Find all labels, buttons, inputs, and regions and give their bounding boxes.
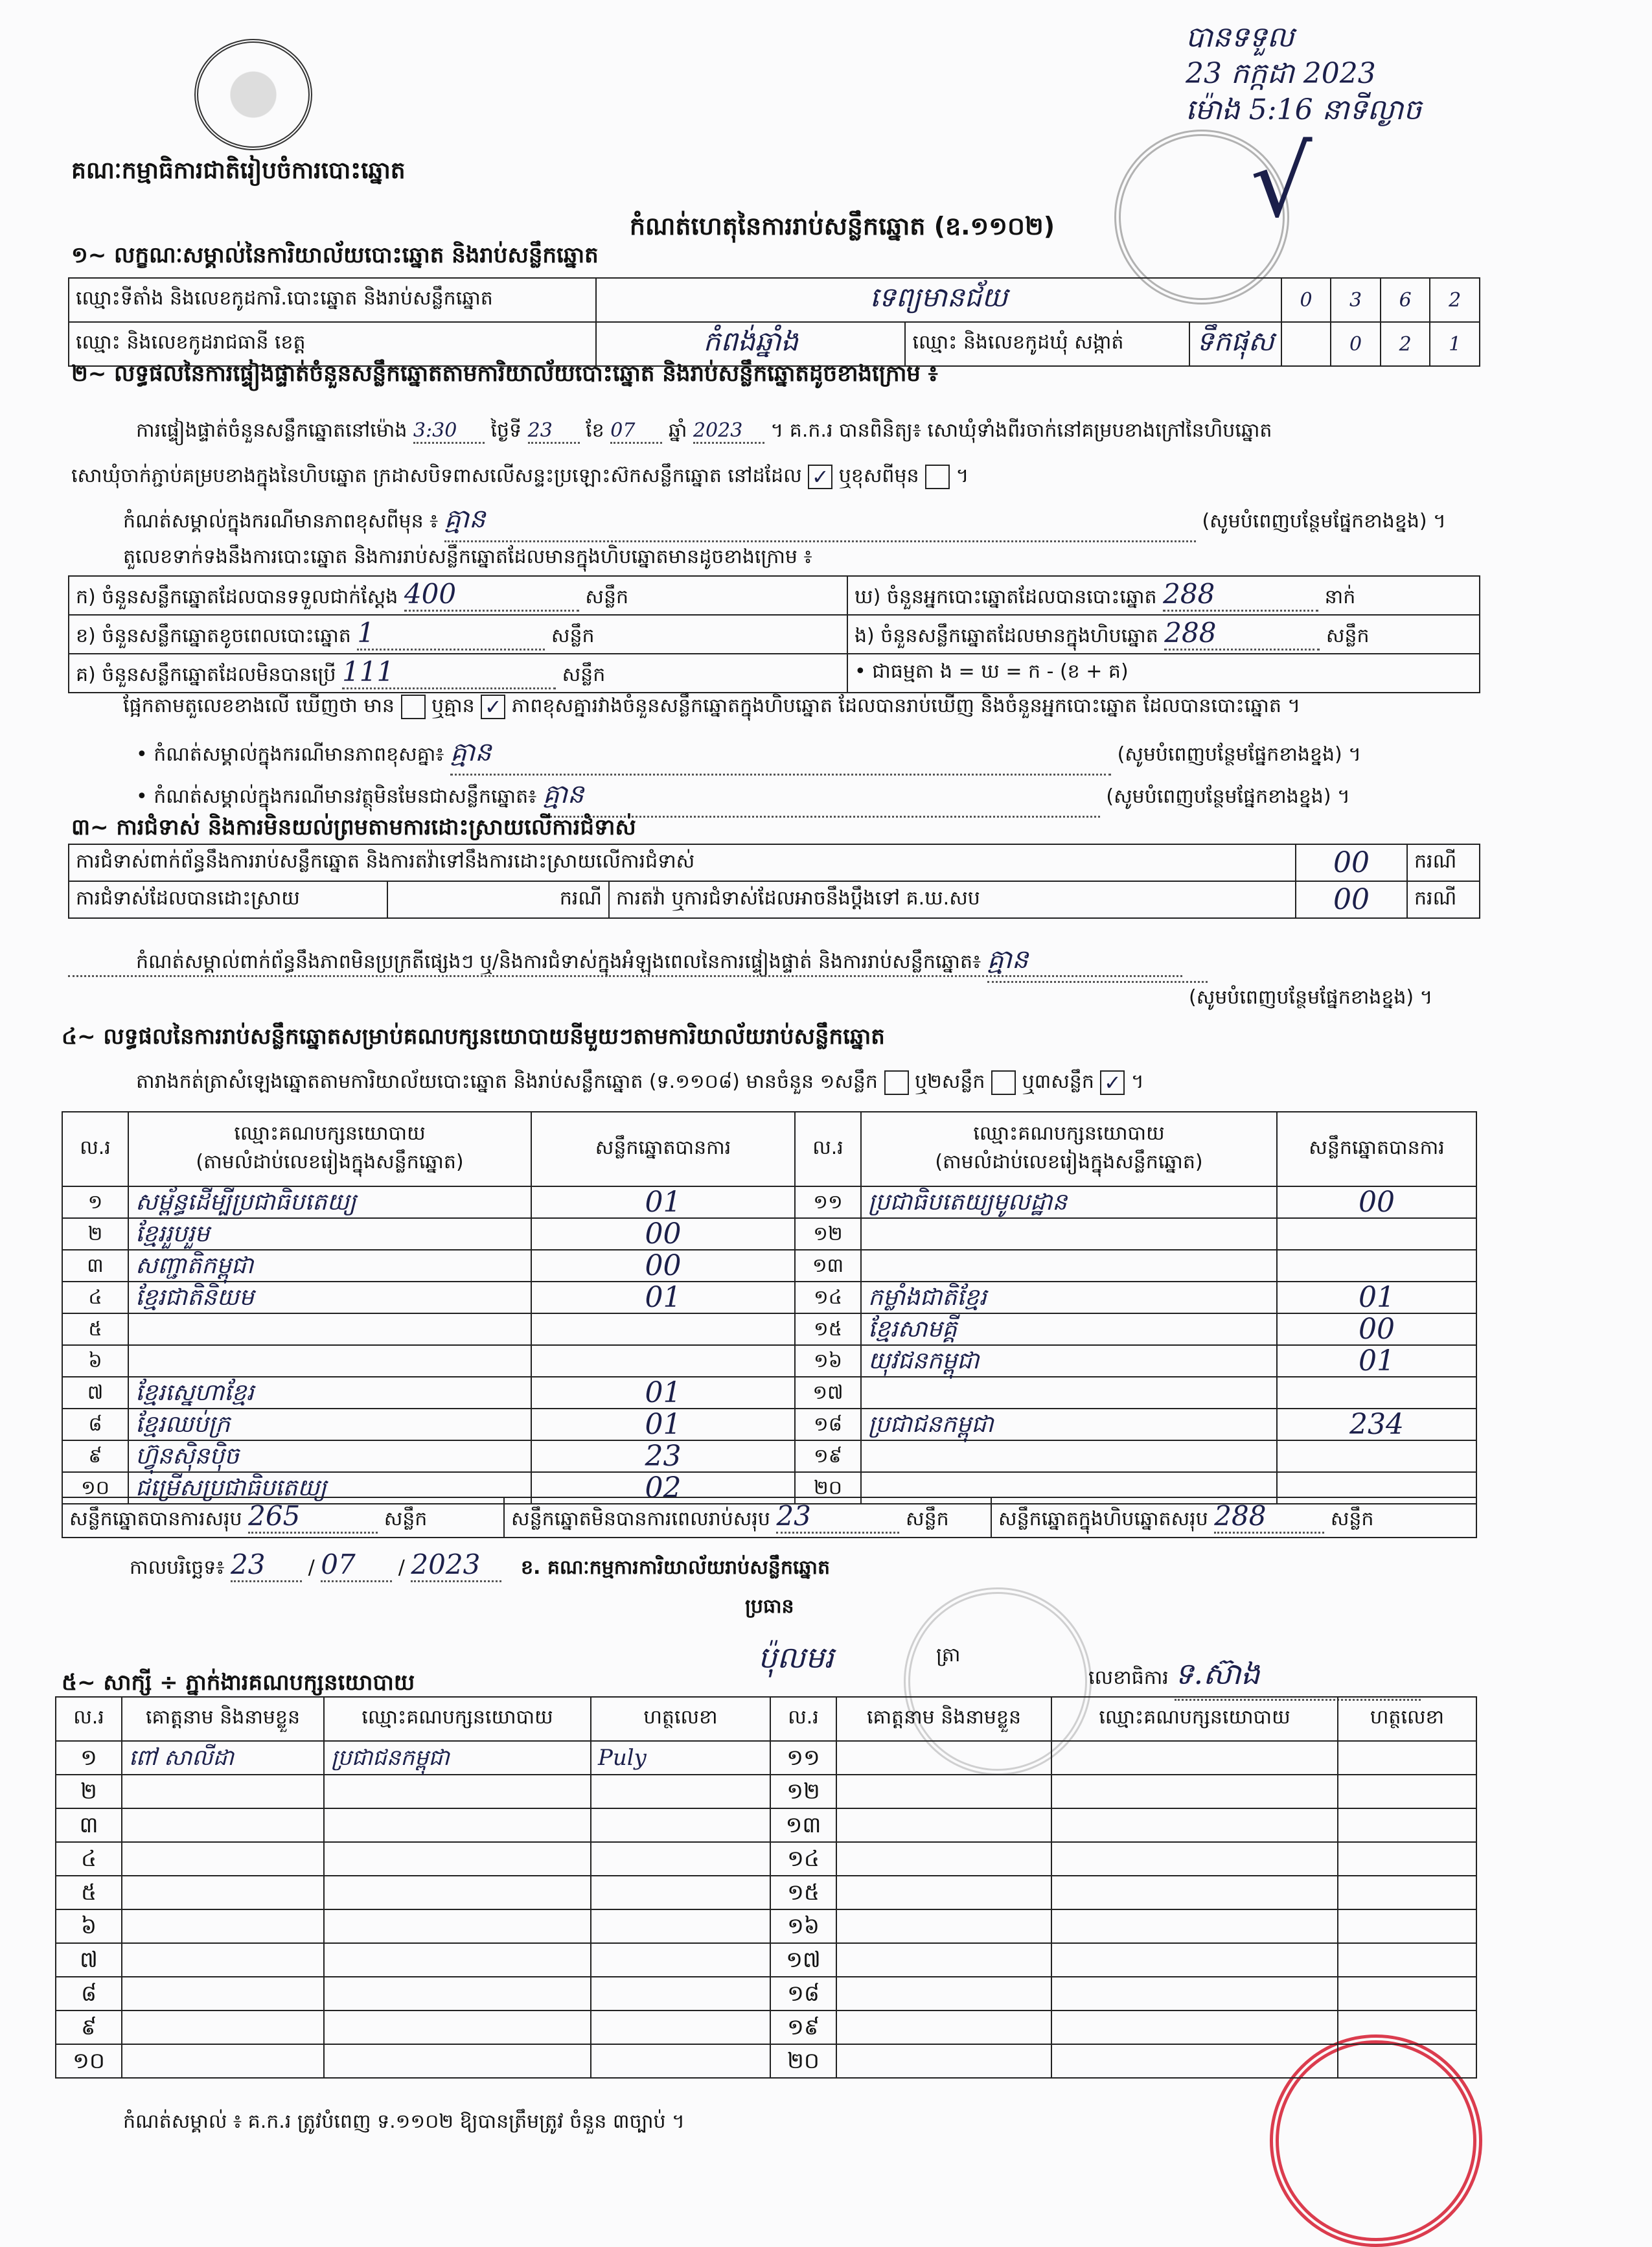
table-row	[56, 1876, 1476, 1909]
witness-party	[1051, 1909, 1338, 1943]
no-difference-checkbox[interactable]: ✓	[481, 695, 505, 719]
witness-party	[1051, 1775, 1338, 1808]
difference-description: ភាពខុសគ្នារវាងចំនួនសន្លឹកឆ្នោតក្នុងហិបឆ្នោត ដែលបានរាប់ឃើញ និងចំនួនអ្នកបោះឆ្នោត ដែលបានបោះឆ្នោត ។	[511, 695, 1301, 717]
verification-day: 23	[528, 419, 580, 444]
table-row	[56, 1741, 1476, 1775]
verification-text: ។ គ.ក.រ បានពិនិត្យ៖ សោឃុំទាំងពីរចាក់នៅគម្របខាងក្រៅនៃហិបឆ្នោត	[770, 419, 1272, 442]
fill-back-note: (សូមបំពេញបន្ថែមផ្នែកខាងខ្នង) ។	[1202, 510, 1446, 533]
row-number: ១៧	[770, 1943, 836, 1977]
date-day: 23	[231, 1549, 302, 1582]
party-votes: 01	[531, 1409, 795, 1440]
witness-name	[836, 1943, 1051, 1977]
witness-signature	[1338, 1876, 1476, 1909]
witness-name: ពៅ សាលីដា	[122, 1741, 324, 1775]
party-votes	[531, 1345, 795, 1377]
section-1-heading: ១~ លក្ខណៈសម្គាល់នៃការិយាល័យបោះឆ្នោត និងរាប់សន្លឹកឆ្នោត	[71, 242, 599, 268]
commune-label: ឈ្មោះ និងលេខកូដឃុំ សង្កាត់	[905, 322, 1189, 366]
table-row	[62, 1409, 1476, 1440]
seal-status-text: សោឃុំចាក់ភ្ជាប់គម្របខាងក្នុងនៃហិបឆ្នោត ក្រដាសបិទពាសលើសន្ទះប្រឡោះស៊កសន្លឹកឆ្នោត នៅដដែល	[71, 465, 802, 487]
party-votes: 234	[1277, 1409, 1476, 1440]
row-number: ១៥	[770, 1876, 836, 1909]
total-invalid-label: សន្លឹកឆ្នោតមិនបានការពេលរាប់សរុប	[511, 1508, 770, 1530]
foreign-object-value: គ្មាន	[543, 778, 1100, 818]
witness-name	[836, 1909, 1051, 1943]
row-number: ១៩	[795, 1440, 861, 1472]
witness-signature	[1338, 1977, 1476, 2011]
witness-signature	[591, 1808, 770, 1842]
witness-party	[1051, 1977, 1338, 2011]
table-row	[56, 1943, 1476, 1977]
tally-sheet-line: តារាងកត់ត្រាសំឡេងឆ្នោតតាមការិយាល័យបោះឆ្នោត និងរាប់សន្លឹកឆ្នោត (ទ.១១០៨) មានចំនួន ១សន្លឹក ឬ២សន្លឹក ឬ៣សន្លឹក ✓ ។	[136, 1070, 1144, 1095]
appeal-label: ការតវ៉ា ឬការជំទាស់ដែលអាចនឹងប្ដឹងទៅ គ.ឃ.សប	[609, 881, 1296, 918]
table-row	[56, 2044, 1476, 2078]
witness-name	[836, 1977, 1051, 2011]
witness-party	[1051, 1842, 1338, 1876]
row-number: ១	[62, 1186, 128, 1218]
row-number: ១២	[770, 1775, 836, 1808]
party-name: ខ្មែរសាមគ្គី	[861, 1313, 1277, 1345]
foreign-object-label: • កំណត់សម្គាល់ក្នុងករណីមានវត្ថុមិនមែនជាសន្លឹកឆ្នោត៖	[136, 785, 537, 808]
party-name	[861, 1250, 1277, 1282]
irregularity-note-continuation	[68, 975, 1182, 977]
row-number: ៤	[56, 1842, 122, 1876]
unchanged-checkbox[interactable]: ✓	[808, 465, 832, 489]
witness-name	[122, 1842, 324, 1876]
table-row	[62, 1345, 1476, 1377]
ballot-figures-table	[68, 575, 1480, 693]
chair-label: ប្រធាន	[745, 1595, 794, 1618]
row-number: ១១	[770, 1741, 836, 1775]
fill-back-note: (សូមបំពេញបន្ថែមផ្នែកខាងខ្នង) ។	[1189, 986, 1433, 1009]
party-name: សញ្ជាតិកម្ពុជា	[128, 1250, 531, 1282]
party-votes	[1277, 1250, 1476, 1282]
total-valid-label: សន្លឹកឆ្នោតបានការសរុប	[69, 1508, 242, 1530]
table-row	[62, 1282, 1476, 1313]
difference-note-label: កំណត់សម្គាល់ក្នុងករណីមានភាពខុសពីមុន ៖	[123, 510, 439, 533]
two-sheets-label: ឬ២សន្លឹក	[915, 1070, 985, 1093]
party-name: ហ៊្វុនស៊ិនប៉ិច	[128, 1440, 531, 1472]
col-party: ឈ្មោះគណបក្សនយោបាយ	[324, 1697, 591, 1741]
three-sheets-label: ឬ៣សន្លឹក	[1022, 1070, 1094, 1093]
date-line: កាលបរិច្ឆេទ៖ 23 / 07 / 2023 ខ. គណៈកម្មការការិយាល័យរាប់សន្លឹកឆ្នោត	[130, 1549, 830, 1584]
witness-signature	[1338, 2011, 1476, 2044]
page-title: កំណត់ហេតុនៃការរាប់សន្លឹកឆ្នោត (ឧ.១១០២)	[629, 212, 1055, 240]
table-row	[56, 1808, 1476, 1842]
party-votes: 01	[1277, 1282, 1476, 1313]
party-name: យុវជនកម្ពុជា	[861, 1345, 1277, 1377]
witness-signature	[1338, 1775, 1476, 1808]
day-label: ថ្ងៃទី	[490, 419, 522, 442]
party-votes: 01	[531, 1186, 795, 1218]
col-party	[128, 1112, 531, 1186]
witness-name	[836, 2011, 1051, 2044]
date-label: កាលបរិច្ឆេទ៖	[130, 1556, 225, 1579]
difference-remark-label: • កំណត់សម្គាល់ក្នុងករណីមានភាពខុសគ្នា៖	[136, 743, 444, 766]
case-unit: ករណី	[1407, 844, 1480, 881]
party-name: កម្លាំងជាតិខ្មែរ	[861, 1282, 1277, 1313]
irregularity-note-value: គ្មាន	[987, 943, 1208, 983]
party-name: ខ្មែររួបរួម	[128, 1218, 531, 1250]
row-number: ១៥	[795, 1313, 861, 1345]
row-number: ៦	[56, 1909, 122, 1943]
witness-signature	[591, 1876, 770, 1909]
col-number: ល.រ	[770, 1697, 836, 1741]
witness-party	[1051, 1876, 1338, 1909]
party-name: ប្រជាជនកម្ពុជា	[861, 1409, 1277, 1440]
complaints-count: 00	[1296, 844, 1407, 881]
col-name: គោត្តនាម និងនាមខ្លួន	[836, 1697, 1051, 1741]
row-number: ៨	[62, 1409, 128, 1440]
row-number: ៨	[56, 1977, 122, 2011]
witness-party	[324, 1775, 591, 1808]
table-row	[62, 1218, 1476, 1250]
party-votes: 00	[531, 1218, 795, 1250]
party-votes	[1277, 1218, 1476, 1250]
commune-code-digit: 1	[1430, 322, 1480, 366]
witness-signature	[591, 1943, 770, 1977]
complaints-label: ការជំទាស់ពាក់ព័ន្ធនឹងការរាប់សន្លឹកឆ្នោត និងការតវ៉ាទៅនឹងការដោះស្រាយលើការជំទាស់	[69, 844, 1296, 881]
stamp-mark: ត្រា	[936, 1644, 961, 1666]
total-valid-value: 265	[248, 1500, 378, 1534]
difference-remark-value: គ្មាន	[450, 735, 1111, 776]
witness-name	[836, 2044, 1051, 2078]
changed-checkbox[interactable]	[925, 465, 950, 489]
witness-name	[836, 1741, 1051, 1775]
station-code-digit: 2	[1430, 278, 1480, 322]
unit: នាក់	[1324, 586, 1356, 608]
witness-signature	[591, 2044, 770, 2078]
party-name: ជម្រើសប្រជាធិបតេយ្យ	[128, 1472, 531, 1504]
unit: សន្លឹក	[1330, 1508, 1374, 1530]
receipt-note	[1186, 19, 1421, 128]
footer-note: កំណត់សម្គាល់ ៖ គ.ក.រ ត្រូវបំពេញ ទ.១១០២ ឱ្យបានត្រឹមត្រូវ ចំនួន ៣ច្បាប់ ។	[123, 2110, 685, 2133]
unit: សន្លឹក	[1325, 625, 1370, 647]
formula: • ជាធម្មតា ង = ឃ = ក - (ខ + គ)	[855, 660, 1129, 683]
party-votes: 23	[531, 1440, 795, 1472]
row-number: ១៨	[770, 1977, 836, 2011]
table-row	[62, 1313, 1476, 1345]
unit: សន្លឹក	[384, 1508, 428, 1530]
row-number: ៣	[56, 1808, 122, 1842]
section-3-heading: ៣~ ការជំទាស់ និងការមិនយល់ព្រមតាមការដោះស្រាយលើការជំទាស់	[71, 814, 636, 840]
witness-signature	[1338, 2044, 1476, 2078]
chair-signature: ប៉ុលមរ	[758, 1640, 834, 1675]
resolved-complaints-label: ការជំទាស់ដែលបានដោះស្រាយ	[69, 881, 387, 918]
secretary-signature: ទ.ស៊ាង	[1175, 1655, 1421, 1701]
witness-signature	[1338, 1741, 1476, 1775]
party-name: ខ្មែរស្នេហាខ្មែរ	[128, 1377, 531, 1409]
party-votes: 00	[1277, 1186, 1476, 1218]
approval-check-mark: √	[1250, 126, 1313, 239]
date-year: 2023	[411, 1549, 501, 1582]
table-row	[56, 1977, 1476, 2011]
witness-name	[122, 1775, 324, 1808]
has-difference-checkbox[interactable]	[401, 695, 426, 719]
committee-title: ខ. គណៈកម្មការការិយាល័យរាប់សន្លឹកឆ្នោត	[520, 1556, 830, 1579]
row-number: ១៤	[770, 1842, 836, 1876]
witness-party	[324, 1909, 591, 1943]
organization-name: គណៈកម្មាធិការជាតិរៀបចំការបោះឆ្នោត	[71, 157, 406, 184]
col-votes: សន្លឹកឆ្នោតបានការ	[1277, 1112, 1476, 1186]
difference-exists-label: ផ្អែកតាមតួលេខខាងលើ ឃើញថា មាន	[123, 695, 395, 717]
witness-name	[122, 1943, 324, 1977]
party-votes: 01	[531, 1282, 795, 1313]
witness-party	[324, 1842, 591, 1876]
unit: សន្លឹក	[562, 663, 606, 686]
figures-intro: តួលេខទាក់ទងនឹងការបោះឆ្នោត និងការរាប់សន្លឹកឆ្នោតដែលមានក្នុងហិបឆ្នោតមានដូចខាងក្រោម ៖	[123, 546, 812, 568]
spoiled-ballots-value: 1	[357, 617, 545, 651]
case-unit: ករណី	[1407, 881, 1480, 918]
witness-party	[324, 1808, 591, 1842]
table-row	[62, 1377, 1476, 1409]
province-label: ឈ្មោះ និងលេខកូដរាជធានី ខេត្ត	[69, 322, 596, 366]
station-label: ឈ្មោះទីតាំង និងលេខកូដការិ.បោះឆ្នោត និងរាប់សន្លឹកឆ្នោត	[69, 278, 596, 322]
witness-signature	[1338, 1943, 1476, 1977]
witness-name	[122, 2044, 324, 2078]
unit: សន្លឹក	[585, 586, 629, 608]
verification-month: 07	[610, 419, 662, 444]
witness-signature	[591, 1842, 770, 1876]
witness-name	[836, 1775, 1051, 1808]
row-number: ១៧	[795, 1377, 861, 1409]
commune-code-digit: 2	[1381, 322, 1430, 366]
total-box-label: សន្លឹកឆ្នោតក្នុងហិបឆ្នោតសរុប	[998, 1508, 1208, 1530]
witness-name	[836, 1842, 1051, 1876]
col-number: ល.រ	[795, 1112, 861, 1186]
row-number: ២០	[795, 1472, 861, 1504]
row-number: ១៩	[770, 2011, 836, 2044]
year-label: ឆ្នាំ	[668, 419, 687, 442]
no-difference-label: ឬគ្មាន	[431, 695, 475, 717]
row-number: ៦	[62, 1345, 128, 1377]
witness-name	[836, 1876, 1051, 1909]
section-4-heading: ៤~ លទ្ធផលនៃការរាប់សន្លឹកឆ្នោតសម្រាប់គណបក្សនយោបាយនីមួយៗតាមការិយាល័យរាប់សន្លឹកឆ្នោត	[62, 1024, 885, 1050]
section-5-heading: ៥~ សាក្សី ÷ ភ្នាក់ងារគណបក្សនយោបាយ	[62, 1670, 415, 1696]
total-box-value: 288	[1214, 1500, 1324, 1534]
three-sheets-checkbox[interactable]: ✓	[1100, 1070, 1125, 1095]
party-votes: 00	[531, 1250, 795, 1282]
col-party-title: ឈ្មោះគណបក្សនយោបាយ	[234, 1122, 426, 1145]
witness-signature	[591, 1775, 770, 1808]
voters-label: ឃ) ចំនួនអ្នកបោះឆ្នោតដែលបានបោះឆ្នោត	[855, 586, 1157, 608]
col-party-subtitle: (តាមលំដាប់លេខរៀងក្នុងសន្លឹកឆ្នោត)	[196, 1150, 464, 1173]
party-name	[128, 1345, 531, 1377]
party-votes: 01	[531, 1377, 795, 1409]
witness-signature	[1338, 1909, 1476, 1943]
witness-party	[1051, 2044, 1338, 2078]
witness-party	[1051, 1943, 1338, 1977]
station-code-digit: 0	[1281, 278, 1331, 322]
party-results-table	[62, 1111, 1477, 1504]
seal-status-line: សោឃុំចាក់ភ្ជាប់គម្របខាងក្នុងនៃហិបឆ្នោត ក្រដាសបិទពាសលើសន្ទះប្រឡោះស៊កសន្លឹកឆ្នោត នៅដដែល ✓ ឬខុសពីមុន ។	[71, 464, 969, 489]
witness-party	[1051, 1808, 1338, 1842]
voters-value: 288	[1163, 578, 1318, 612]
col-party: ឈ្មោះគណបក្សនយោបាយ	[1051, 1697, 1338, 1741]
section-2-heading: ២~ លទ្ធផលនៃការផ្ទៀងផ្ទាត់ចំនួនសន្លឹកឆ្នោតតាមការិយាល័យបោះឆ្នោត និងរាប់សន្លឹកឆ្នោតដូចខាងក្រោម ៖	[71, 361, 938, 387]
row-number: ១០	[56, 2044, 122, 2078]
row-number: ១៦	[795, 1345, 861, 1377]
col-signature: ហត្ថលេខា	[1338, 1697, 1476, 1741]
witness-name	[122, 1876, 324, 1909]
fill-back-note: (សូមបំពេញបន្ថែមផ្នែកខាងខ្នង) ។	[1106, 785, 1350, 808]
witness-table	[55, 1696, 1477, 2079]
witness-name	[836, 1808, 1051, 1842]
row-number: ២	[56, 1775, 122, 1808]
totals-table	[62, 1497, 1477, 1538]
party-votes	[1277, 1377, 1476, 1409]
witness-party: ប្រជាជនកម្ពុជា	[324, 1741, 591, 1775]
row-number: ១៨	[795, 1409, 861, 1440]
party-name: ប្រជាធិបតេយ្យមូលដ្ឋាន	[861, 1186, 1277, 1218]
receipt-line-1: បានទទួល	[1186, 21, 1294, 54]
witness-party	[324, 2044, 591, 2078]
witness-signature	[591, 1977, 770, 2011]
party-votes	[531, 1313, 795, 1345]
difference-note-value: គ្មាន	[444, 502, 1196, 542]
col-number: ល.រ	[62, 1112, 128, 1186]
witness-name	[122, 1808, 324, 1842]
receipt-line-2: 23 កក្កដា 2023	[1186, 57, 1376, 90]
party-votes: 02	[531, 1472, 795, 1504]
verification-year: 2023	[693, 419, 764, 444]
fill-back-note: (សូមបំពេញបន្ថែមផ្នែកខាងខ្នង) ។	[1117, 743, 1362, 766]
row-number: ១៣	[770, 1808, 836, 1842]
station-name-value: ទេព្យមានជ័យ	[596, 278, 1281, 322]
party-name	[861, 1218, 1277, 1250]
unit: សន្លឹក	[906, 1508, 949, 1530]
row-number: ៣	[62, 1250, 128, 1282]
witness-signature: Puly	[591, 1741, 770, 1775]
appeal-count: 00	[1296, 881, 1407, 918]
two-sheets-checkbox[interactable]	[991, 1070, 1016, 1095]
commune-value: ទឹកផុស	[1189, 322, 1281, 366]
witness-party	[324, 1943, 591, 1977]
total-invalid-value: 23	[776, 1500, 899, 1534]
col-party	[861, 1112, 1277, 1186]
spoiled-ballots-label: ខ) ចំនួនសន្លឹកឆ្នោតខូចពេលបោះឆ្នោត	[76, 625, 351, 647]
witness-signature	[591, 2011, 770, 2044]
row-number: ៥	[62, 1313, 128, 1345]
witness-signature	[1338, 1808, 1476, 1842]
date-month: 07	[321, 1549, 392, 1582]
row-number: ១០	[62, 1472, 128, 1504]
witness-signature	[1338, 1842, 1476, 1876]
col-votes: សន្លឹកឆ្នោតបានការ	[531, 1112, 795, 1186]
commune-code-digit: 0	[1331, 322, 1381, 366]
col-party-subtitle: (តាមលំដាប់លេខរៀងក្នុងសន្លឹកឆ្នោត)	[935, 1150, 1203, 1173]
row-number: ២	[62, 1218, 128, 1250]
province-value: កំពង់ឆ្នាំង	[596, 322, 905, 366]
witness-party	[324, 2011, 591, 2044]
unused-ballots-label: គ) ចំនួនសន្លឹកឆ្នោតដែលមិនបានប្រើ	[76, 663, 336, 686]
col-party-title: ឈ្មោះគណបក្សនយោបាយ	[973, 1122, 1165, 1145]
witness-name	[122, 1909, 324, 1943]
row-number: ១៣	[795, 1250, 861, 1282]
nec-emblem	[194, 39, 312, 150]
foreign-object-line	[136, 778, 1350, 818]
one-sheet-checkbox[interactable]	[884, 1070, 909, 1095]
party-name	[861, 1377, 1277, 1409]
station-code-digit: 3	[1331, 278, 1381, 322]
table-row	[56, 2011, 1476, 2044]
table-row	[56, 1909, 1476, 1943]
row-number: ១	[56, 1741, 122, 1775]
unused-ballots-value: 111	[342, 656, 556, 689]
verification-time: 3:30	[413, 419, 485, 444]
table-row	[62, 1250, 1476, 1282]
receipt-line-3: ម៉ោង 5:16 នាទីល្ងាច	[1186, 93, 1422, 126]
tally-sheet-label: តារាងកត់ត្រាសំឡេងឆ្នោតតាមការិយាល័យបោះឆ្នោត និងរាប់សន្លឹកឆ្នោត (ទ.១១០៨) មានចំនួន ១សន្លឹក	[136, 1070, 878, 1093]
secretary-line	[1088, 1655, 1421, 1701]
col-number: ល.រ	[56, 1697, 122, 1741]
ballots-in-box-label: ង) ចំនួនសន្លឹកឆ្នោតដែលមានក្នុងហិបឆ្នោត	[855, 625, 1158, 647]
party-name: ខ្មែរជាតិនិយម	[128, 1282, 531, 1313]
witness-party	[1051, 1741, 1338, 1775]
row-number: ១១	[795, 1186, 861, 1218]
station-code-digit: 6	[1381, 278, 1430, 322]
row-number: ២០	[770, 2044, 836, 2078]
changed-label: ឬខុសពីមុន	[838, 465, 919, 487]
party-name: ខ្មែរឈប់ក្រ	[128, 1409, 531, 1440]
unit: សន្លឹក	[551, 625, 595, 647]
table-row	[62, 1186, 1476, 1218]
row-number: ៧	[62, 1377, 128, 1409]
row-number: ៤	[62, 1282, 128, 1313]
row-number: ១៦	[770, 1909, 836, 1943]
secretary-label: លេខាធិការ	[1088, 1666, 1169, 1689]
row-number: ៥	[56, 1876, 122, 1909]
case-unit: ករណី	[387, 881, 609, 918]
party-votes	[1277, 1440, 1476, 1472]
row-number: ៩	[62, 1440, 128, 1472]
table-row	[62, 1440, 1476, 1472]
party-votes: 00	[1277, 1313, 1476, 1345]
verification-time-label: ការផ្ទៀងផ្ទាត់ចំនួនសន្លឹកឆ្នោតនៅម៉ោង	[136, 419, 407, 442]
party-votes: 01	[1277, 1345, 1476, 1377]
witness-party	[324, 1876, 591, 1909]
table-row	[56, 1842, 1476, 1876]
received-ballots-label: ក) ចំនួនសន្លឹកឆ្នោតដែលបានទទួលជាក់ស្តែង	[76, 586, 398, 608]
received-ballots-value: 400	[404, 578, 579, 612]
witness-party	[1051, 2011, 1338, 2044]
witness-signature	[591, 1909, 770, 1943]
difference-note-line	[123, 502, 1446, 542]
witness-party	[324, 1977, 591, 2011]
difference-check-line	[123, 693, 1300, 722]
col-signature: ហត្ថលេខា	[591, 1697, 770, 1741]
row-number: ១៤	[795, 1282, 861, 1313]
complaints-table	[68, 844, 1480, 919]
party-name: សម្ព័ន្ធដើម្បីប្រជាធិបតេយ្យ	[128, 1186, 531, 1218]
row-number: ១២	[795, 1218, 861, 1250]
col-name: គោត្តនាម និងនាមខ្លួន	[122, 1697, 324, 1741]
ballots-in-box-value: 288	[1164, 617, 1320, 651]
irregularity-note-label: កំណត់សម្គាល់ពាក់ព័ន្ធនឹងភាពមិនប្រក្រតីផ្សេងៗ ឬ/និងការជំទាស់ក្នុងអំឡុងពេលនៃការផ្ទៀងផ្ទាត់ និងការរាប់សន្លឹកឆ្នោត៖	[136, 951, 981, 973]
party-name	[128, 1313, 531, 1345]
month-label: ខែ	[586, 419, 604, 442]
row-number: ៧	[56, 1943, 122, 1977]
witness-name	[122, 2011, 324, 2044]
row-number: ៩	[56, 2011, 122, 2044]
polling-station-table	[68, 277, 1480, 367]
party-name	[861, 1440, 1277, 1472]
verification-line	[136, 418, 1272, 446]
difference-remark-line	[136, 735, 1361, 776]
table-row	[56, 1775, 1476, 1808]
witness-name	[122, 1977, 324, 2011]
